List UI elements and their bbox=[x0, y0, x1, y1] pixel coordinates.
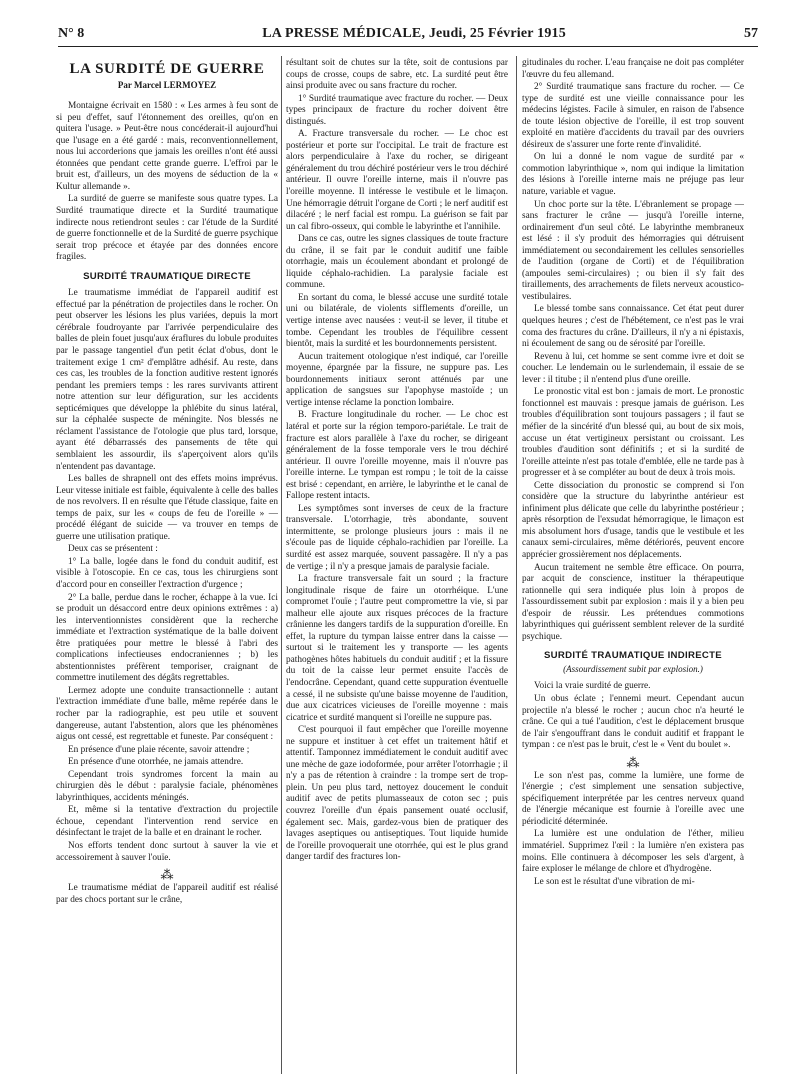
paragraph: Lermez adopte une conduite transactionnelle : autant l'extraction immédiate d'une balle, même repérée dans le rocher par la radiographie, est peu utile et souvent dangereuse, autant l'abstention, alors que les phénomènes aigus ont cessé, est regrettable et funeste. Par conséquent : bbox=[56, 685, 278, 743]
paragraph: Cependant trois syndromes forcent la main au chirurgien dès le début : paralysie faciale, phénomènes labyrinthiques, accidents méningés. bbox=[56, 769, 278, 803]
paragraph: Le son est le résultat d'une vibration de mi- bbox=[534, 876, 695, 887]
column-3 bbox=[522, 58, 744, 1070]
paragraph: En présence d'une plaie récente, savoir attendre ; bbox=[68, 744, 250, 755]
column-2 bbox=[286, 58, 508, 1070]
paragraph: C'est pourquoi il faut empêcher que l'oreille moyenne ne suppure et instituer à cet effet un traitement hâtif et attentif. Tamponnez immédiatement le conduit auditif avec une mèche de gaze iodoformée, pour arrêter l'otorrhagie ; il n'y a pas de rétention à craindre : la trompe sert de trop-plein. Un peu plus tard, nettoyez doucement le conduit auditif avec de petits plumasseaux de coton sec ; puis couvrez l'oreille d'un épais pansement ouaté occlusif, également sec. Mais, gardez-vous bien de pratiquer des lavages aseptiques ou antiseptiques. Tout liquide humide de l'oreille provoquerait une otorrhée, qui est le plus grand danger tardif des fractures lon- bbox=[286, 725, 508, 863]
paragraph: Les symptômes sont inverses de ceux de la fracture transversale. L'otorrhagie, très abondante, souvent intermittente, se prolonge plusieurs jours : mais il ne s'écoule pas de liquide céphalo-rachidien par l'oreille. La surdité est assez marquée, souvent passagère. Il n'y a pas de vertige ; il n'y a presque jamais de paralysie faciale. bbox=[286, 503, 508, 572]
paragraph: Et, même si la tentative d'extraction du projectile échoue, cependant l'intervention rend service en désinfectant le trajet de la balle et en drainant le rocher. bbox=[56, 805, 278, 839]
issue-number: N° 8 bbox=[58, 26, 85, 41]
paragraph: La lumière est une ondulation de l'éther, milieu immatériel. Supprimez l'œil : la lumière n'en existera pas moins. Elle continuera à décomposer les sels d'argent, à faire exploser le mélange de chlore et d'hydrogène. bbox=[522, 829, 744, 875]
byline bbox=[56, 80, 278, 92]
paragraph: La fracture transversale fait un sourd ; la fracture longitudinale risque de faire un otorrhéique. L'une compromet l'ouïe ; l'autre peut compromettre la vie, si par malheur elle ajoute aux risques précoces de la fracture crânienne les dangers tardifs de la suppuration d'oreille. En effet, la rupture du tympan laisse entrer dans la caisse — surtout si le traitement les y transporte — les agents pathogènes hôtes habituels du conduit auditif ; et la fissure du toit de la caisse leur permet ensuite l'accès de l'endocrâne. Cependant, quand cette suppuration éventuelle a cessé, il ne subsiste qu'une baisse moyenne de l'audition, due aux cicatrices vicieuses de l'oreille moyenne : mais cicatrice et surdité manquent si l'oreille ne suppure pas. bbox=[286, 574, 508, 723]
paragraph: résultant soit de chutes sur la tête, soit de contusions par coups de crosse, coups de sabre, etc. La surdité peut être ainsi produite avec ou sans fracture du rocher. bbox=[286, 58, 508, 92]
section-heading: SURDITÉ TRAUMATIQUE INDIRECTE bbox=[543, 650, 722, 662]
section-separator: ⁂ bbox=[626, 754, 640, 770]
paragraph: 2° La balle, perdue dans le rocher, échappe à la vue. Ici se produit un désaccord entre deux opinions extrêmes : a) les interventionnistes considèrent que la recherche immédiate et l'extraction systématique de la balle doivent être pratiquées pour mettre le blessé à l'abri des complications infectieuses endocraniennes ; b) les abstentionnistes préfèrent temporiser, craignant de commettre inutilement des dégâts regrettables. bbox=[56, 592, 278, 684]
paragraph: En sortant du coma, le blessé accuse une surdité totale uni ou bilatérale, de violents sifflements d'oreille, un vertige intense avec nausées : veut-il se lever, il titube et tombe. Cependant les troubles de l'équilibre cessent bientôt, mais la surdité et les bourdonnements persistent. bbox=[286, 292, 508, 350]
paragraph: Voici la vraie surdité de guerre. bbox=[534, 681, 651, 692]
paragraph: Aucun traitement otologique n'est indiqué, car l'oreille moyenne, épargnée par la fissure, ne suppure pas. Les bourdonnements initiaux seront atténués par une application de sangsues sur l'apophyse mastoïde ; un vertige intense réclame la ponction lombaire. bbox=[286, 351, 508, 408]
paragraph: Revenu à lui, cet homme se sent comme ivre et doit se coucher. Le lendemain ou le surlendemain, il essaie de se lever : il titube ; il n'entend plus d'une oreille. bbox=[522, 351, 744, 385]
running-header bbox=[58, 22, 758, 47]
paragraph: Deux cas se présentent : bbox=[68, 544, 158, 555]
column-1 bbox=[56, 58, 278, 1070]
paragraph: Le son n'est pas, comme la lumière, une forme de l'énergie ; c'est simplement une sensation subjective, spécifiquement interprétée par les centres nerveux quand de l'énergie mécanique est fournie à l'oreille avec une périodicité déterminée. bbox=[522, 770, 744, 827]
running-title: LA PRESSE MÉDICALE, Jeudi, 25 Février 1915 bbox=[262, 26, 566, 41]
paragraph: Cette dissociation du pronostic se comprend si l'on considère que la structure du labyrinthe antérieur est infiniment plus délicate que celle du labyrinthe postérieur ; après résorption de l'exsudat hémorragique, le limaçon est mis absolument hors d'usage, tandis que le vestibule et les canaux semi-circulaires, même détériorés, peuvent encore apprécier grossièrement nos déplacements. bbox=[522, 480, 744, 560]
paragraph: Un obus éclate ; l'ennemi meurt. Cependant aucun projectile n'a blessé le rocher ; aucun choc n'a heurté le crâne. Ce qui a tué l'audition, c'est le déplacement brusque de l'air s'engouffrant dans le conduit auditif et frappant le tympan : ce n'est pas le bruit, c'est le « Vent du boulet ». bbox=[522, 693, 744, 751]
paragraph: On lui a donné le nom vague de surdité par « commotion labyrinthique », nom qui indique la limitation des lésions à l'oreille interne mais ne préjuge pas leur nature, variable et vague. bbox=[522, 152, 744, 198]
page-number: 57 bbox=[744, 26, 758, 41]
paragraph: Nos efforts tendent donc surtout à sauver la vie et accessoirement à sauver l'ouïe. bbox=[56, 841, 278, 863]
paragraph: B. Fracture longitudinale du rocher. — Le choc est latéral et porte sur la région temporo-pariétale. Le trait de fracture est alors parallèle à l'axe du rocher, se dirigeant généralement de la fosse temporale vers le trou déchiré antérieur. Il ouvre l'oreille moyenne, mais il n'ouvre pas l'oreille interne. Le tympan est rompu ; le toit de la caisse est brisé : cependant, en arrière, le labyrinthe et le canal de Fallope restent intacts. bbox=[286, 410, 508, 502]
column-divider bbox=[516, 56, 517, 1074]
paragraph: Le traumatisme médiat de l'appareil auditif est réalisé par des chocs portant sur le crâne, bbox=[56, 883, 278, 905]
paragraph: En présence d'une otorrhée, ne jamais attendre. bbox=[68, 757, 244, 768]
paragraph: Le blessé tombe sans connaissance. Cet état peut durer quelques heures ; c'est de l'hébétement, ce n'est pas le vrai coma des fractures du crâne. D'ailleurs, il n'y a ni épistaxis, ni écoulement de sang ou de sérosité par l'oreille. bbox=[522, 304, 744, 350]
paragraph: Aucun traitement ne semble être efficace. On pourra, par acquit de conscience, instituer la thérapeutique rationnelle qui sera indiquée plus loin à propos de l'assourdissement subit par explosion : mais il y a bien peu d'espoir de réussir. Les prétendues commotions labyrinthiques qui guérissent semblent relever de la surdité psychique. bbox=[522, 562, 744, 642]
section-subtitle: (Assourdissement subit par explosion.) bbox=[563, 663, 703, 674]
paragraph: Le pronostic vital est bon : jamais de mort. Le pronostic fonctionnel est mauvais : presque jamais de guérison. Les troubles d'équilibration sont toujours passagers ; il faut se méfier de la sincérité d'un blessé qui, au bout de six mois, accuse un état vertigineux persistant ou croissant. Les troubles d'audition sont définitifs ; et si la surdité de l'oreille atteinte n'est pas totale d'emblée, elle ne tarde pas à progresser et à se compléter au bout de deux à trois mois. bbox=[522, 387, 744, 479]
section-separator: ⁂ bbox=[160, 867, 174, 883]
paragraph: gitudinales du rocher. L'eau française ne doit pas compléter l'œuvre du feu allemand. bbox=[522, 58, 744, 80]
article-title: LA SURDITÉ DE GUERRE bbox=[69, 61, 265, 77]
paragraph: A. Fracture transversale du rocher. — Le choc est postérieur et porte sur l'occipital. Le trait de fracture est alors perpendiculaire à l'axe du rocher, se dirigeant généralement du trou déchiré postérieur vers le trou déchiré antérieur. Il ouvre l'oreille interne, mais il n'ouvre pas l'oreille moyenne. Il intéresse le vestibule et le limaçon. Une hémorragie détruit l'organe de Corti ; le nerf auditif est dilacéré ; le nerf facial est rompu. La guérison se fait par un cal fibro-osseux, qui comble le labyrinthe et l'annihile. bbox=[286, 129, 508, 232]
paragraph: La surdité de guerre se manifeste sous quatre types. La Surdité traumatique directe et la Surdité traumatique indirecte nous retiendront seules : car l'étude de la Surdité de guerre fonctionnelle et de la Surdité de guerre psychique serait trop précoce et étayée par des données encore fragiles. bbox=[56, 194, 278, 263]
paragraph: Dans ce cas, outre les signes classiques de toute fracture du crâne, il se fait par le conduit auditif une faible otorrhagie, mais un écoulement abondant et prolongé de liquide céphalo-rachidien. La paralysie faciale est commune. bbox=[286, 234, 508, 291]
byline-prefix: Par bbox=[117, 79, 132, 90]
paragraph: Le traumatisme immédiat de l'appareil auditif est effectué par la pénétration de projectiles dans le rocher. On peut observer les lésions les plus variées, depuis la mort cérébrale foudroyante par l'arrivée perpendiculaire des balles de plein fouet jusqu'aux éraflures du lobule produites par le passage tangentiel d'un petit éclat d'obus, dont le traitement exige 1 cm² d'emplâtre adhésif. Au reste, dans ces cas, les troubles de la fonction auditive restent ignorés pendant les premiers temps : les rares survivants attirent notre attention sur leur défiguration, sur les accidents septicémiques que développe la phlébite du sinus latéral, sur la céphalée suspecte de méningite. Nos blessés ne réclament l'assistance de l'otologie que plus tard, lorsque, ayant été débarrassés des pansements de tête qui semblaient les assourdir, ils s'aperçoivent alors qu'ils n'entendent pas davantage. bbox=[56, 288, 278, 472]
paragraph: Un choc porte sur la tête. L'ébranlement se propage — sans fracturer le crâne — jusqu'à l'oreille interne, ordinairement d'un seul côté. Le labyrinthe membraneux est lésé : il s'y produit des hémorragies qui détruisent immédiatement ou secondairement les cellules sensorielles de l'audition (organe de Corti) et de l'équilibration (ampoules semi-circulaires) ; ou bien il s'y fait des tiraillements, des arrachements de filets nerveux acoustico-vestibulaires. bbox=[522, 199, 744, 302]
section-heading: SURDITÉ TRAUMATIQUE DIRECTE bbox=[83, 270, 251, 282]
paragraph: Les balles de shrapnell ont des effets moins imprévus. Leur vitesse initiale est faible, équivalente à celle des balles de nos revolvers. Il en résulte que l'étude classique, faite en temps de paix, sur les « coups de feu de l'oreille » — procédé élégant de suicide — va trouver en temps de guerre une utilisation pratique. bbox=[56, 474, 278, 542]
column-divider bbox=[281, 56, 282, 1074]
paragraph: 2° Surdité traumatique sans fracture du rocher. — Ce type de surdité est une vieille connaissance pour les médecins légistes. Facile à simuler, en raison de l'absence de toute lésion objective de l'oreille, il est trop souvent exploité en matière d'accidents du travail par des ouvriers désireux de s'assurer une forte rente d'invalidité. bbox=[522, 82, 744, 150]
author-name: Marcel LERMOYEZ bbox=[134, 79, 217, 90]
paragraph: 1° La balle, logée dans le fond du conduit auditif, est visible à l'otoscopie. En ce cas, tous les chirurgiens sont d'accord pour en conseiller l'extraction d'urgence ; bbox=[56, 556, 278, 590]
paragraph: 1° Surdité traumatique avec fracture du rocher. — Deux types principaux de fracture du rocher doivent être distingués. bbox=[286, 93, 508, 127]
paragraph: Montaigne écrivait en 1580 : « Les armes à feu sont de si peu d'effet, sauf l'étonnement des oreilles, qu'on en quitera l'usage. » Peut-être nous concéderait-il aujourd'hui que l'usage en a été gardé : mais, reconventionnellement, nous lui accorderions que jamais les oreilles n'ont été aussi étonnées que pendant cette grande guerre. L'effroi par le bruit est, d'ailleurs, un des moyens de séduction de la « Kultur allemande ». bbox=[56, 101, 278, 192]
